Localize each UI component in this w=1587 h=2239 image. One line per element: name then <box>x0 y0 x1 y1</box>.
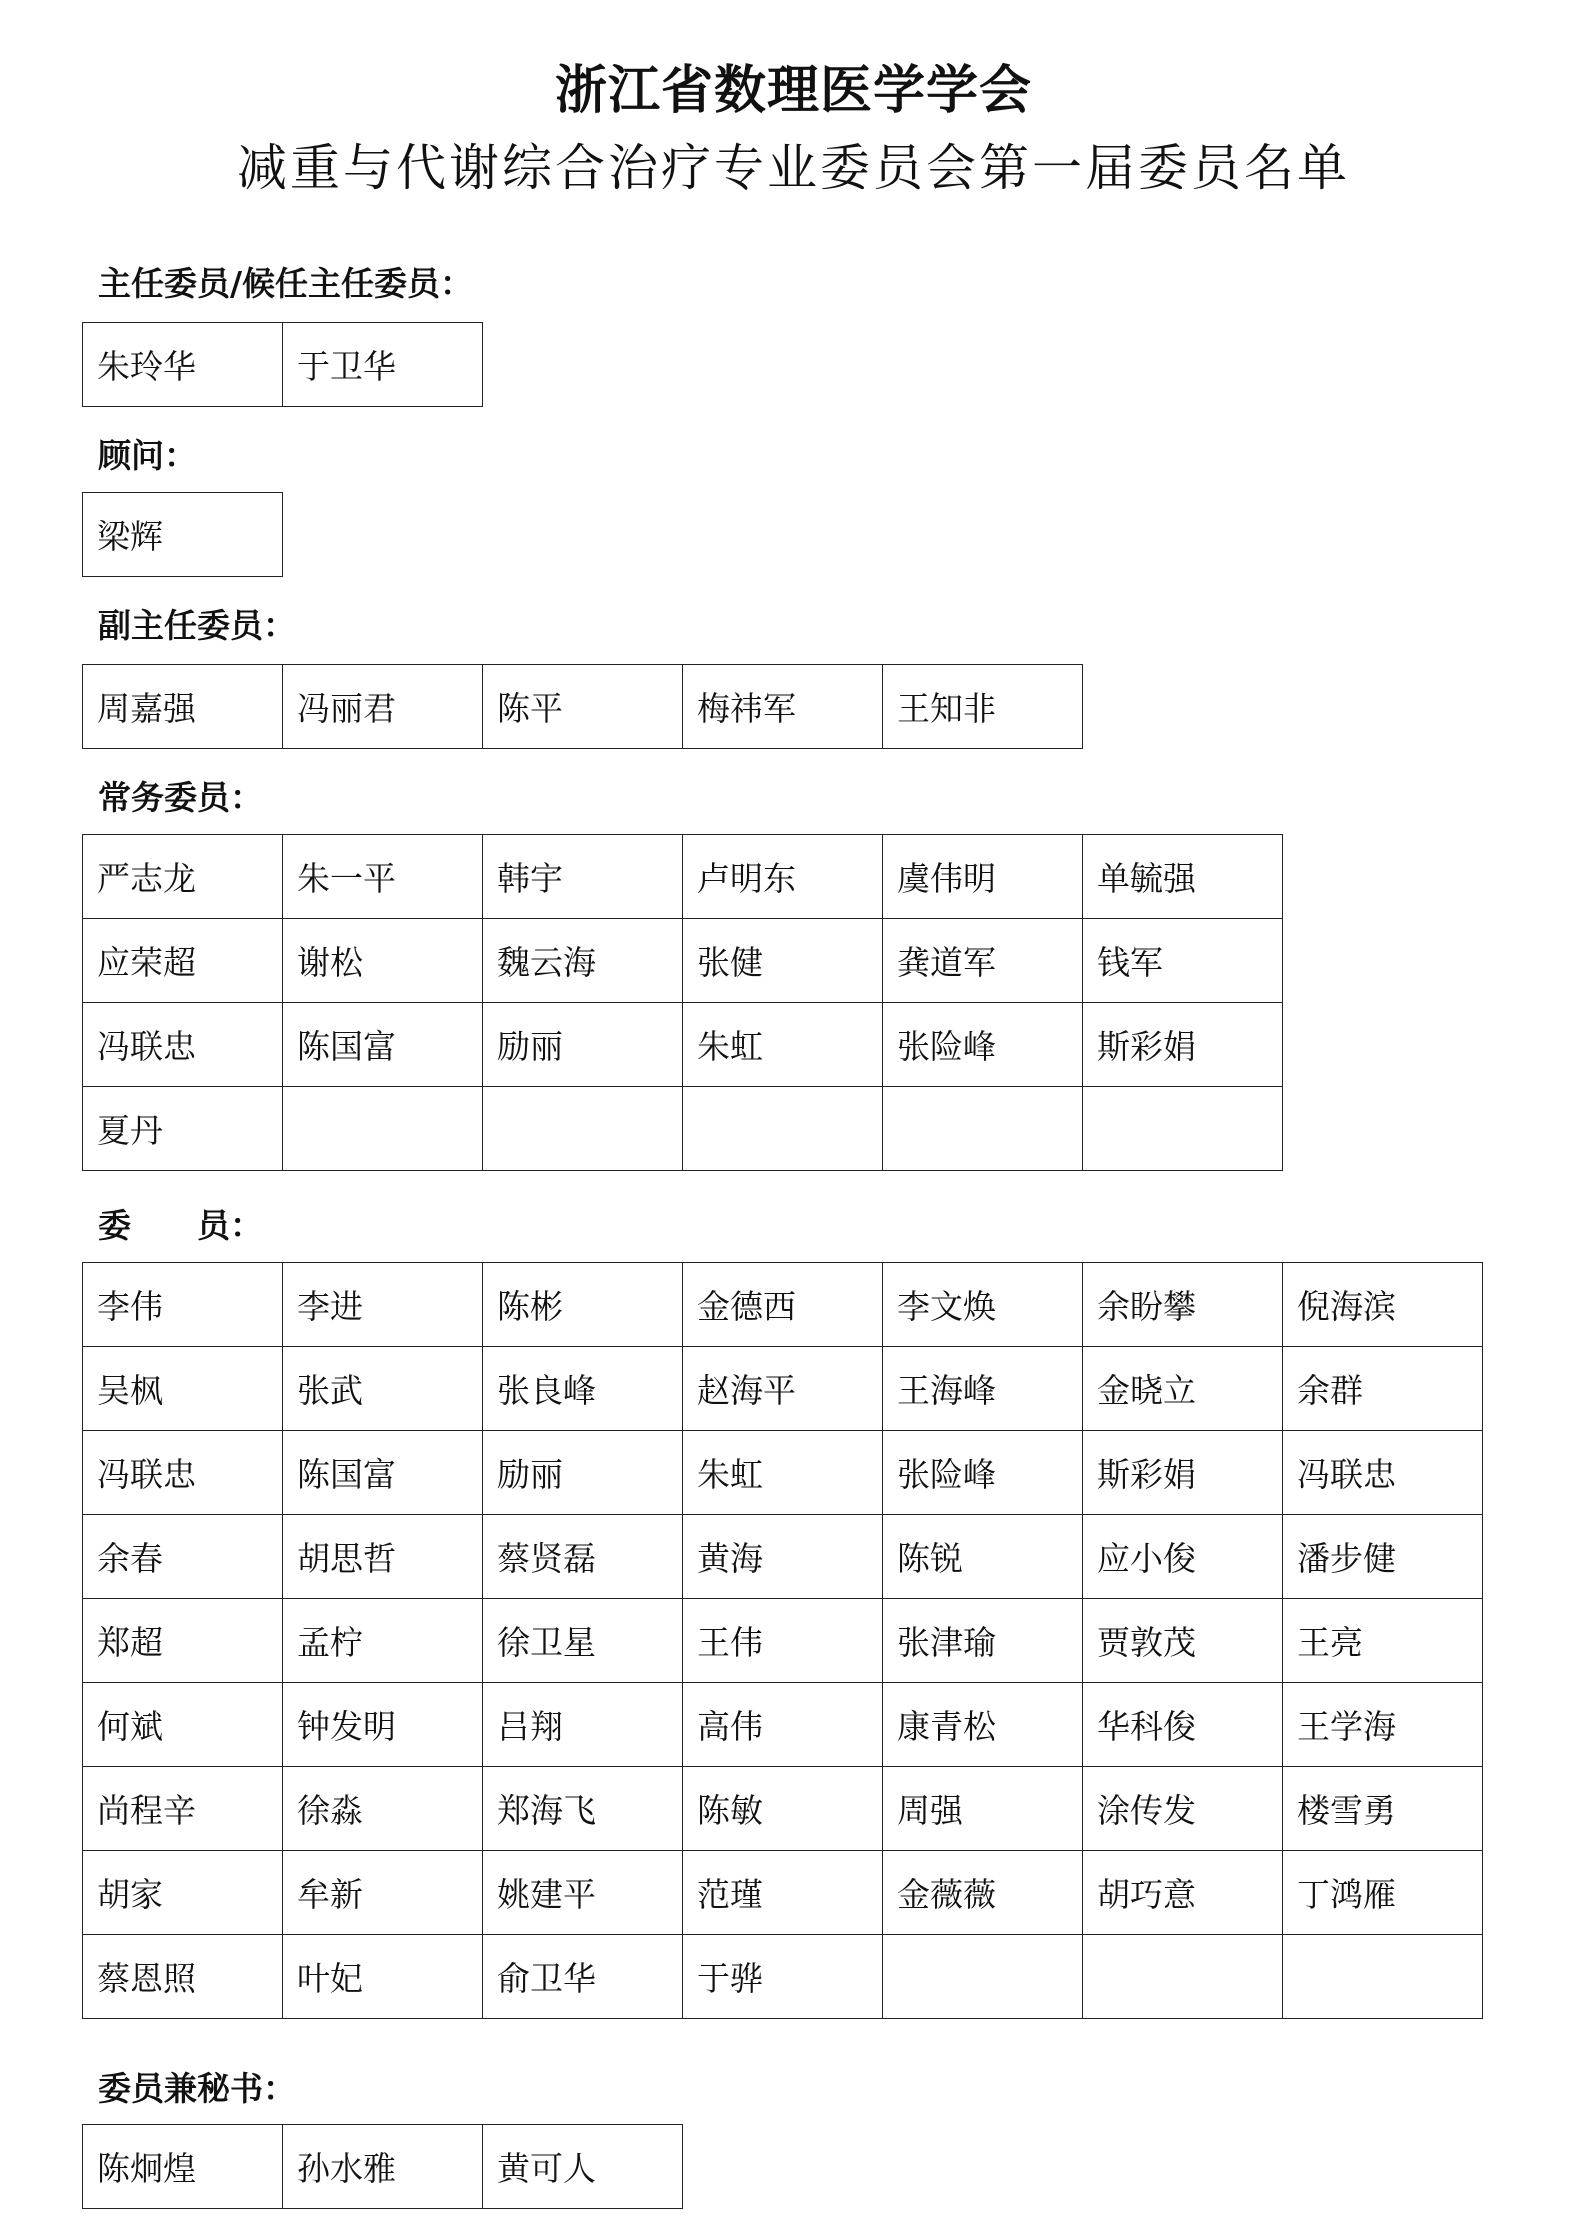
member-name-cell <box>1283 1935 1483 2019</box>
member-name-cell <box>883 1087 1083 1171</box>
member-name-cell: 魏云海 <box>483 919 683 1003</box>
member-name-cell: 孟柠 <box>283 1599 483 1683</box>
table-row <box>83 1851 1483 1935</box>
member-name-cell: 钟发明 <box>283 1683 483 1767</box>
member-name-cell: 韩宇 <box>483 835 683 919</box>
section-label-secretary: 委员兼秘书： <box>98 2069 296 2108</box>
table-row <box>83 493 283 577</box>
section-label-vice-director: 副主任委员： <box>98 606 296 645</box>
member-name-cell: 虞伟明 <box>883 835 1083 919</box>
table-row <box>83 665 1083 749</box>
member-name-cell: 孙水雅 <box>283 2125 483 2209</box>
member-name-cell: 周强 <box>883 1767 1083 1851</box>
member-name-cell: 卢明东 <box>683 835 883 919</box>
section-label-standing-committee: 常务委员： <box>98 778 263 817</box>
member-name-cell <box>483 1087 683 1171</box>
member-name-cell: 冯联忠 <box>1283 1431 1483 1515</box>
table-row <box>83 323 483 407</box>
member-name-cell: 朱虹 <box>683 1431 883 1515</box>
table-row <box>83 1263 1483 1347</box>
member-name-cell: 王亮 <box>1283 1599 1483 1683</box>
member-name-cell: 楼雪勇 <box>1283 1767 1483 1851</box>
members-table-director <box>82 322 483 407</box>
member-name-cell: 金晓立 <box>1083 1347 1283 1431</box>
member-name-cell: 叶妃 <box>283 1935 483 2019</box>
member-name-cell: 余春 <box>83 1515 283 1599</box>
document-title: 浙江省数理医学学会 <box>554 60 1032 121</box>
member-name-cell: 郑超 <box>83 1599 283 1683</box>
member-name-cell: 姚建平 <box>483 1851 683 1935</box>
member-name-cell: 涂传发 <box>1083 1767 1283 1851</box>
members-table-vice-director <box>82 664 1083 749</box>
table-row <box>83 1431 1483 1515</box>
member-name-cell: 夏丹 <box>83 1087 283 1171</box>
member-name-cell: 徐淼 <box>283 1767 483 1851</box>
member-name-cell: 于卫华 <box>283 323 483 407</box>
member-name-cell: 康青松 <box>883 1683 1083 1767</box>
member-name-cell: 张健 <box>683 919 883 1003</box>
member-name-cell: 倪海滨 <box>1283 1263 1483 1347</box>
member-name-cell: 陈锐 <box>883 1515 1083 1599</box>
member-name-cell: 吕翔 <box>483 1683 683 1767</box>
member-name-cell: 斯彩娟 <box>1083 1003 1283 1087</box>
member-name-cell: 梁辉 <box>83 493 283 577</box>
member-name-cell: 蔡贤磊 <box>483 1515 683 1599</box>
member-name-cell: 陈国富 <box>283 1431 483 1515</box>
member-name-cell: 贾敦茂 <box>1083 1599 1283 1683</box>
member-name-cell: 龚道军 <box>883 919 1083 1003</box>
section-label-committee-members: 委 员： <box>98 1206 263 1245</box>
member-name-cell: 王伟 <box>683 1599 883 1683</box>
member-name-cell: 张险峰 <box>883 1431 1083 1515</box>
table-row <box>83 1599 1483 1683</box>
member-name-cell <box>283 1087 483 1171</box>
table-row <box>83 919 1283 1003</box>
table-row <box>83 835 1283 919</box>
member-name-cell: 金德西 <box>683 1263 883 1347</box>
members-table-committee-members <box>82 1262 1483 2019</box>
member-name-cell: 华科俊 <box>1083 1683 1283 1767</box>
member-name-cell: 徐卫星 <box>483 1599 683 1683</box>
member-name-cell: 潘步健 <box>1283 1515 1483 1599</box>
member-name-cell: 朱玲华 <box>83 323 283 407</box>
table-row <box>83 1767 1483 1851</box>
member-name-cell: 斯彩娟 <box>1083 1431 1283 1515</box>
members-table-standing-committee <box>82 834 1283 1171</box>
member-name-cell: 陈彬 <box>483 1263 683 1347</box>
section-label-director: 主任委员/候任主任委员： <box>98 264 474 303</box>
member-name-cell: 张津瑜 <box>883 1599 1083 1683</box>
member-name-cell: 李伟 <box>83 1263 283 1347</box>
member-name-cell: 陈敏 <box>683 1767 883 1851</box>
member-name-cell: 俞卫华 <box>483 1935 683 2019</box>
table-row <box>83 2125 683 2209</box>
member-name-cell: 吴枫 <box>83 1347 283 1431</box>
member-name-cell: 应小俊 <box>1083 1515 1283 1599</box>
member-name-cell: 冯丽君 <box>283 665 483 749</box>
member-name-cell: 周嘉强 <box>83 665 283 749</box>
table-row <box>83 1683 1483 1767</box>
document-subtitle: 减重与代谢综合治疗专业委员会第一届委员名单 <box>237 139 1350 197</box>
member-name-cell <box>683 1087 883 1171</box>
member-name-cell: 张良峰 <box>483 1347 683 1431</box>
members-table-secretary <box>82 2124 683 2209</box>
member-name-cell: 王海峰 <box>883 1347 1083 1431</box>
member-name-cell <box>1083 1087 1283 1171</box>
member-name-cell: 胡家 <box>83 1851 283 1935</box>
table-row <box>83 1935 1483 2019</box>
member-name-cell: 梅祎军 <box>683 665 883 749</box>
member-name-cell: 于骅 <box>683 1935 883 2019</box>
section-label-advisor: 顾问： <box>98 436 197 475</box>
member-name-cell: 陈平 <box>483 665 683 749</box>
member-name-cell: 黄海 <box>683 1515 883 1599</box>
member-name-cell: 余群 <box>1283 1347 1483 1431</box>
members-table-advisor <box>82 492 283 577</box>
member-name-cell: 冯联忠 <box>83 1431 283 1515</box>
member-name-cell: 励丽 <box>483 1431 683 1515</box>
member-name-cell: 王知非 <box>883 665 1083 749</box>
member-name-cell: 李进 <box>283 1263 483 1347</box>
member-name-cell: 胡巧意 <box>1083 1851 1283 1935</box>
member-name-cell <box>1083 1935 1283 2019</box>
member-name-cell: 陈炯煌 <box>83 2125 283 2209</box>
member-name-cell: 严志龙 <box>83 835 283 919</box>
member-name-cell: 蔡恩照 <box>83 1935 283 2019</box>
member-name-cell: 应荣超 <box>83 919 283 1003</box>
member-name-cell: 牟新 <box>283 1851 483 1935</box>
member-name-cell <box>883 1935 1083 2019</box>
member-name-cell: 黄可人 <box>483 2125 683 2209</box>
member-name-cell: 张险峰 <box>883 1003 1083 1087</box>
table-row <box>83 1515 1483 1599</box>
member-name-cell: 励丽 <box>483 1003 683 1087</box>
member-name-cell: 金薇薇 <box>883 1851 1083 1935</box>
member-name-cell: 冯联忠 <box>83 1003 283 1087</box>
member-name-cell: 丁鸿雁 <box>1283 1851 1483 1935</box>
table-row <box>83 1003 1283 1087</box>
member-name-cell: 单毓强 <box>1083 835 1283 919</box>
member-name-cell: 朱虹 <box>683 1003 883 1087</box>
table-row <box>83 1347 1483 1431</box>
member-name-cell: 郑海飞 <box>483 1767 683 1851</box>
member-name-cell: 尚程辛 <box>83 1767 283 1851</box>
member-name-cell: 范瑾 <box>683 1851 883 1935</box>
member-name-cell: 王学海 <box>1283 1683 1483 1767</box>
table-row <box>83 1087 1283 1171</box>
member-name-cell: 赵海平 <box>683 1347 883 1431</box>
member-name-cell: 谢松 <box>283 919 483 1003</box>
member-name-cell: 李文焕 <box>883 1263 1083 1347</box>
member-name-cell: 胡思哲 <box>283 1515 483 1599</box>
member-name-cell: 朱一平 <box>283 835 483 919</box>
member-name-cell: 余盼攀 <box>1083 1263 1283 1347</box>
member-name-cell: 何斌 <box>83 1683 283 1767</box>
member-name-cell: 高伟 <box>683 1683 883 1767</box>
member-name-cell: 张武 <box>283 1347 483 1431</box>
member-name-cell: 陈国富 <box>283 1003 483 1087</box>
member-name-cell: 钱军 <box>1083 919 1283 1003</box>
